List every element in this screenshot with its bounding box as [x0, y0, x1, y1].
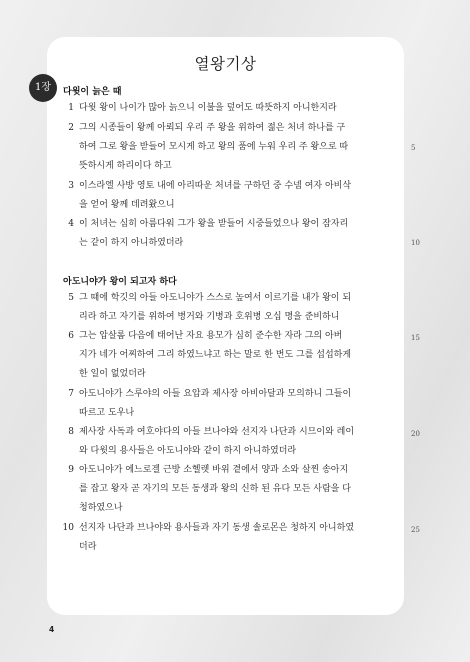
verse-text: 선지자 나단과 브나야와 용사들과 자기 동생 솔로몬은 청하지 아니하였 더라 [79, 523, 355, 552]
verse-number: 1 [68, 103, 74, 113]
section-heading: 아도니야가 왕이 되고자 하다 [63, 277, 177, 287]
verse-text: 그 때에 학깃의 아들 아도니야가 스스로 높여서 이르기를 내가 왕이 되 리라 하고 자기를 위하여 병거와 기병과 호위병 오십 명을 준비하니 [79, 293, 352, 322]
verse-number: 6 [68, 331, 74, 341]
verse-number: 7 [68, 389, 74, 399]
verse-number: 10 [62, 523, 74, 533]
verse-number: 3 [68, 181, 74, 191]
line-marker: 15 [411, 334, 420, 342]
page-number: 4 [49, 625, 55, 634]
verse-text: 그는 압살롬 다음에 태어난 자요 용모가 심히 준수한 자라 그의 아버 지가 네가 어찌하여 그리 하였느냐고 하는 말로 한 번도 그를 섭섭하게 한 일이 없었더라 [79, 331, 352, 379]
book-title: 열왕기상 [194, 55, 257, 73]
line-marker: 25 [411, 526, 420, 534]
verse-text: 이 처녀는 심히 아름다워 그가 왕을 받들어 시중들었으나 왕이 잠자리 는 같이 하지 아니하였더라 [79, 219, 349, 248]
verse-number: 4 [68, 219, 74, 229]
section-heading: 다윗이 늙은 때 [63, 87, 122, 97]
verse-number: 2 [68, 123, 74, 133]
verse-text: 제사장 사독과 여호야다의 아들 브나야와 선지자 나단과 시므이와 레이 와 다윗의 용사들은 아도니야와 같이 하지 아니하였더라 [79, 427, 355, 456]
line-marker: 20 [411, 430, 420, 438]
verse-text: 그의 시종들이 왕께 아뢰되 우리 주 왕을 위하여 젊은 처녀 하나를 구 하여 그로 왕을 받들어 모시게 하고 왕의 품에 누워 우리 주 왕으로 따 뜻하시게 하리이다 하고 [79, 123, 349, 171]
verse-number: 5 [68, 293, 74, 303]
line-marker: 10 [411, 239, 420, 247]
verse-text: 아도니야가 스루야의 아들 요압과 제사장 아비아달과 모의하니 그들이 따르고 도우나 [79, 389, 352, 418]
verse-text: 아도니야가 에느로겔 근방 소헬렛 바위 곁에서 양과 소와 살찐 송아지 를 잡고 왕자 곧 자기의 모든 동생과 왕의 신하 된 유다 모든 사람을 다 청하였으나 [79, 465, 351, 513]
verse-number: 9 [68, 465, 74, 475]
verse-text: 다윗 왕이 나이가 많아 늙으니 이불을 덮어도 따뜻하지 아니한지라 [79, 103, 337, 113]
line-marker: 5 [411, 144, 416, 152]
verse-text: 이스라엘 사방 영토 내에 아리따운 처녀를 구하던 중 수넴 여자 아비삭 을 얻어 왕께 데려왔으니 [79, 181, 352, 210]
chapter-badge: 1장 [29, 74, 57, 102]
verse-number: 8 [68, 427, 74, 437]
